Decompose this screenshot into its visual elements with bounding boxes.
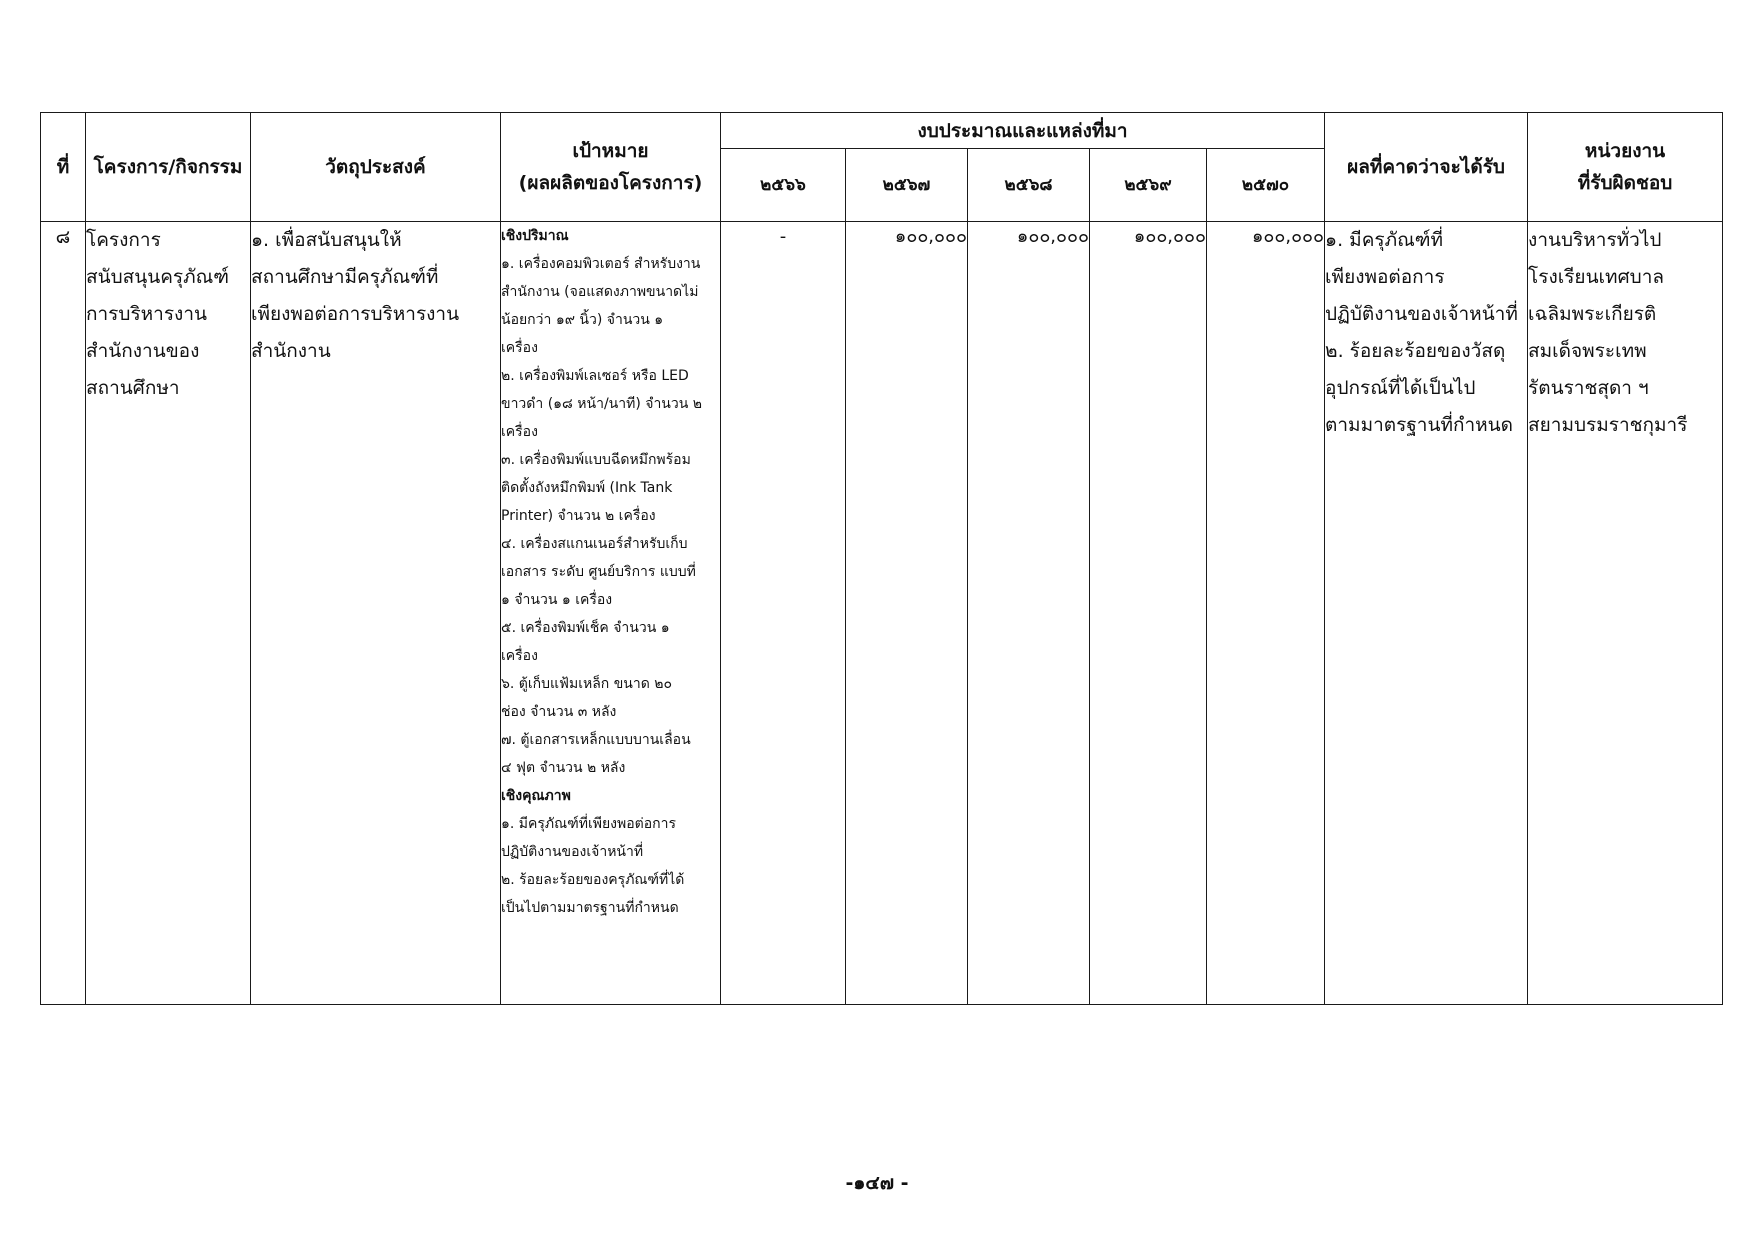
project-line: สถานศึกษา bbox=[86, 377, 180, 399]
target-quantity-line: ติดตั้งถังหมึกพิมพ์ (Ink Tank bbox=[501, 480, 673, 496]
target-quantity-line: เครื่อง bbox=[501, 424, 538, 440]
result-line: เพียงพอต่อการ bbox=[1325, 266, 1445, 288]
target-cell bbox=[501, 222, 721, 1005]
target-quantity-line: เอกสาร ระดับ ศูนย์บริการ แบบที่ bbox=[501, 564, 696, 580]
header-objective: วัตถุประสงค์ bbox=[251, 113, 501, 222]
table-row bbox=[41, 222, 1723, 1005]
header-unit bbox=[1528, 113, 1723, 222]
header-year-2569: ๒๕๖๙ bbox=[1090, 149, 1207, 222]
project-line: สำนักงานของ bbox=[86, 340, 200, 362]
target-quality-heading: เชิงคุณภาพ bbox=[501, 788, 571, 804]
budget-2569-value: ๑๐๐,๐๐๐ bbox=[1090, 222, 1207, 1005]
budget-2568-value: ๑๐๐,๐๐๐ bbox=[968, 222, 1090, 1005]
unit-line: งานบริหารทั่วไป bbox=[1528, 229, 1662, 251]
target-quantity-heading: เชิงปริมาณ bbox=[501, 228, 569, 244]
unit-line: โรงเรียนเทศบาล bbox=[1528, 266, 1665, 288]
objective-line: เพียงพอต่อการบริหารงาน bbox=[251, 303, 460, 325]
header-budget: งบประมาณและแหล่งที่มา bbox=[721, 113, 1325, 149]
target-quantity-line: ๓. เครื่องพิมพ์แบบฉีดหมึกพร้อม bbox=[501, 452, 691, 468]
objective-cell bbox=[251, 222, 501, 1005]
header-target-line1: เป้าหมาย bbox=[572, 140, 649, 162]
result-line: ๒. ร้อยละร้อยของวัสดุ bbox=[1325, 340, 1506, 362]
target-quality-line: เป็นไปตามมาตรฐานที่กำหนด bbox=[501, 900, 679, 916]
target-quantity-line: น้อยกว่า ๑๙ นิ้ว) จำนวน ๑ bbox=[501, 312, 664, 328]
objective-line: สำนักงาน bbox=[251, 340, 331, 362]
target-quantity-line: ขาวดำ (๑๘ หน้า/นาที) จำนวน ๒ bbox=[501, 396, 702, 412]
target-quantity-line: ช่อง จำนวน ๓ หลัง bbox=[501, 704, 617, 720]
result-line: ปฏิบัติงานของเจ้าหน้าที่ bbox=[1325, 303, 1518, 325]
header-target-line2: (ผลผลิตของโครงการ) bbox=[518, 172, 703, 194]
target-quantity-line: ๗. ตู้เอกสารเหล็กแบบบานเลื่อน bbox=[501, 732, 691, 748]
target-quantity-line: สำนักงาน (จอแสดงภาพขนาดไม่ bbox=[501, 284, 699, 300]
target-quality-line: ปฏิบัติงานของเจ้าหน้าที่ bbox=[501, 844, 644, 860]
target-quantity-line: เครื่อง bbox=[501, 340, 538, 356]
header-year-2570: ๒๕๗๐ bbox=[1207, 149, 1325, 222]
header-project: โครงการ/กิจกรรม bbox=[86, 113, 251, 222]
project-line: การบริหารงาน bbox=[86, 303, 207, 325]
unit-line: รัตนราชสุดา ฯ bbox=[1528, 377, 1649, 399]
header-year-2568: ๒๕๖๘ bbox=[968, 149, 1090, 222]
target-quantity-line: ๑ จำนวน ๑ เครื่อง bbox=[501, 592, 613, 608]
budget-2567-value: ๑๐๐,๐๐๐ bbox=[846, 222, 968, 1005]
header-year-2567: ๒๕๖๗ bbox=[846, 149, 968, 222]
header-no: ที่ bbox=[41, 113, 86, 222]
objective-line: ๑. เพื่อสนับสนุนให้ bbox=[251, 229, 402, 251]
target-quantity-line: ๑. เครื่องคอมพิวเตอร์ สำหรับงาน bbox=[501, 256, 701, 272]
budget-2570-value: ๑๐๐,๐๐๐ bbox=[1207, 222, 1325, 1005]
target-quantity-line: ๔ ฟุต จำนวน ๒ หลัง bbox=[501, 760, 626, 776]
unit-cell bbox=[1528, 222, 1723, 1005]
header-year-2566: ๒๕๖๖ bbox=[721, 149, 846, 222]
row-number: ๘ bbox=[41, 222, 86, 1005]
page-number: -๑๔๗ - bbox=[845, 1172, 909, 1194]
header-unit-line1: หน่วยงาน bbox=[1584, 140, 1666, 162]
header-target bbox=[501, 113, 721, 222]
project-plan-table bbox=[40, 112, 1723, 1005]
result-cell bbox=[1325, 222, 1528, 1005]
header-unit-line2: ที่รับผิดชอบ bbox=[1577, 172, 1673, 194]
target-quantity-line: ๔. เครื่องสแกนเนอร์สำหรับเก็บ bbox=[501, 536, 688, 552]
header-result: ผลที่คาดว่าจะได้รับ bbox=[1325, 113, 1528, 222]
result-line: ตามมาตรฐานที่กำหนด bbox=[1325, 414, 1514, 436]
target-quantity-line: ๕. เครื่องพิมพ์เช็ค จำนวน ๑ bbox=[501, 620, 670, 636]
target-quantity-line: เครื่อง bbox=[501, 648, 538, 664]
unit-line: สมเด็จพระเทพ bbox=[1528, 340, 1647, 362]
budget-2566-value: - bbox=[721, 222, 846, 1005]
unit-line: สยามบรมราชกุมารี bbox=[1528, 414, 1688, 436]
target-quantity-line: ๒. เครื่องพิมพ์เลเซอร์ หรือ LED bbox=[501, 368, 689, 384]
project-line: สนับสนุนครุภัณฑ์ bbox=[86, 266, 230, 288]
result-line: อุปกรณ์ที่ได้เป็นไป bbox=[1325, 377, 1476, 399]
result-line: ๑. มีครุภัณฑ์ที่ bbox=[1325, 229, 1444, 251]
project-cell bbox=[86, 222, 251, 1005]
target-quality-line: ๑. มีครุภัณฑ์ที่เพียงพอต่อการ bbox=[501, 816, 677, 832]
target-quantity-line: Printer) จำนวน ๒ เครื่อง bbox=[501, 508, 656, 524]
unit-line: เฉลิมพระเกียรติ bbox=[1528, 303, 1657, 325]
project-line: โครงการ bbox=[86, 229, 161, 251]
target-quantity-line: ๖. ตู้เก็บแฟ้มเหล็ก ขนาด ๒๐ bbox=[501, 676, 673, 692]
objective-line: สถานศึกษามีครุภัณฑ์ที่ bbox=[251, 266, 439, 288]
target-quality-line: ๒. ร้อยละร้อยของครุภัณฑ์ที่ได้ bbox=[501, 872, 685, 888]
